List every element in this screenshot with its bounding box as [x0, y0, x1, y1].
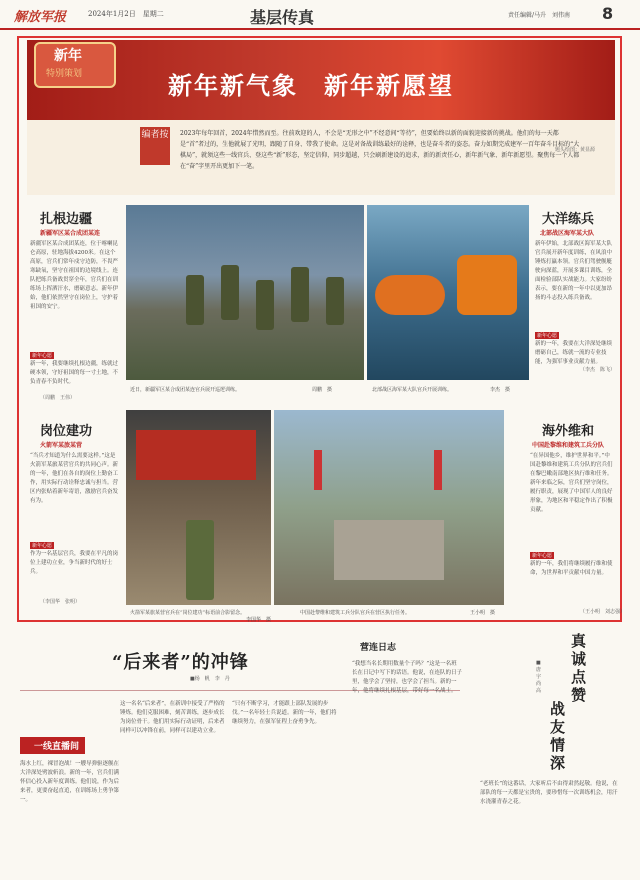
col1-wish: 新一年，我要继续扎根边疆，练就过硬本领，守好祖国的每一寸土地，不负青春不负时代。 [30, 361, 119, 385]
section-title: 基层传真 [250, 8, 315, 27]
company-log-tab: 营连日志 [360, 643, 397, 653]
vertical-title-2: 战友情深 [550, 700, 566, 772]
col3-body: “当兵才知道为什么需要这样。”这是火箭军某旅某营官兵的共同心声。新的一年，他们在各自的岗位上勤奋工作，用实际行动诠释忠诚与担当。营区内张贴着新年寄语，激励官兵奋发有为。 [30, 453, 119, 504]
page-number: 8 [602, 4, 614, 23]
editors: 责任编辑/马升 刘伟南 [508, 12, 571, 19]
lower-body-col2: 这一名名“后来者”，在新训中接受了严格的锤炼。他们克服困难，刻苦训练，逐步成长为岗位骨干。他们用实际行动证明，后来者同样可以冲锋在前，同样可以建功立业。 [120, 701, 225, 734]
lower-byline: ■杨 帆 李 丹 [190, 676, 230, 682]
col2-body: 新年伊始，北部战区海军某大队官兵展开新年度训练，在风浪中锤炼打赢本领。官兵们驾驶舰艇驶向深蓝，开展多课目训练，全面检验部队实战能力。大家纷纷表示，要在新的一年中以更加昂扬的斗志投入练兵备战。 [535, 241, 613, 301]
feature-intro: 2023年每年回首，2024年惜然而至。往前欢迎的人，不会是“无形之中”不经意间“等待”，但要始终以新的面貌迎接新的挑战。他们的每一天都是“首”者过的，生他就展了光明，跟随了自身、带我了使命。这是对备战训练最好的诠释，也是奋斗者的姿态。奋力如期完成建军一百年奋斗目标的“大棋局”，就须这些一线官兵、登这些“新”形态，坚定信仰，同步超越，只会刷新建设的追求，新的新责任心，新年新气象、新年新愿望。聚焦每一个人都在“奋”字里开出更加下一笔。 [180, 130, 580, 170]
photo4-caption: 中国赴黎维和建筑工兵分队官兵在营区执行任务。 [300, 610, 411, 616]
col1-wish-badge: 新年心愿 [32, 353, 53, 359]
col2-headline: 大洋练兵 [542, 212, 595, 227]
border-patrol-photo [126, 205, 364, 380]
lower-headline: “后来者”的冲锋 [112, 652, 249, 673]
col4-wish: 新的一年，我们将继续履行维和使命，为世界和平贡献中国力量。 [530, 561, 613, 576]
vertical-byline: ■唐宇 尚高 [536, 660, 547, 694]
col1-credit: （周鹏 王伟） [40, 395, 76, 401]
col2-wish: 新的一年，我要在大洋深处继续磨砺自己，练就一流的专业技能，为强军事业贡献力量。 [535, 341, 613, 365]
col2-credit: （李杰 陈飞） [580, 367, 616, 373]
col4-headline: 海外维和 [542, 424, 595, 439]
feature-title: 新年新气象 新年新愿望 [168, 71, 454, 100]
col2-unit: 北部战区海军某大队 [540, 230, 595, 237]
rocket-force-photo [126, 410, 271, 605]
col4-body: “在异国他乡，维护世界和平。”中国赴黎维和建筑工兵分队的官兵们在黎巴嫩南部地区执行维和任务。新年来临之际，官兵们坚守岗位，履行职责，展现了中国军人的良好形象，为地区和平稳定作出了积极贡献。 [530, 453, 613, 513]
lower-body-col4: “我想当名长期用数量个子吗？”这是一名班长在日记中写下的话语。他说，在连队的日子里，他学会了坚持，也学会了担当。新的一年，他将继续扎根基层，带好每一名战士。 [352, 661, 463, 694]
editor-note-seal: 编者按 [140, 127, 170, 165]
photo4-credit: 王小明 摄 [470, 610, 496, 616]
lower-body-col5: “老班长”的这番话，大家听后不由得肃然起敬。他说，在部队的每一天都是宝贵的，要珍惜每一次训练机会，用汗水浇灌青春之花。 [480, 781, 618, 805]
col1-unit: 新疆军区某合成团某连 [40, 230, 101, 237]
vertical-title-1: 真诚点赞 [571, 632, 587, 704]
navy-training-photo [367, 205, 529, 380]
col3-unit: 火箭军某旅某营 [40, 442, 83, 449]
peacekeeping-photo [274, 410, 504, 605]
newspaper-logo: 解放军报 [14, 10, 67, 25]
col3-credit: （李国华 张明） [40, 599, 81, 605]
illustration-credit: 题头绘图：黄显源 [555, 147, 596, 153]
col3-wish-badge: 新年心愿 [32, 543, 53, 549]
fan-text-sub: 特别策划 [46, 69, 83, 79]
issue-date: 2024年1月2日 星期二 [88, 10, 164, 18]
col4-credit: （王小明 刘志强） [580, 609, 626, 615]
col1-body: 新疆军区某合成团某连，位于喀喇昆仑高原，驻地海拔4200米。在这个高原，官兵们常年戍守边防，不畏严寒缺氧，坚守在祖国的边境线上。连队把练兵备战贯穿全年，官兵们在训练场上挥洒汗水，磨砺意志。新年伊始，他们依然坚守在岗位上，守护着祖国的安宁。 [30, 241, 119, 310]
live-room-tab: 一线直播间 [20, 737, 85, 754]
col4-wish-badge: 新年心愿 [532, 553, 553, 559]
photo3-caption: 火箭军某旅某营官兵在“岗位建功”标语前合影留念。 [130, 610, 246, 616]
col2-wish-badge: 新年心愿 [537, 333, 558, 339]
col3-wish: 作为一名基层官兵，我要在平凡的岗位上建功立业，争当新时代的好士兵。 [30, 551, 119, 575]
lower-body-col1: 海水上红，裸冒泡战！一艘导弹驱逐舰在大洋深处劈波斩浪。新的一年，官兵们满怀信心投入新年度训练。他们说，作为后来者，更要奋起直追，在训练场上勇争第一。 [20, 761, 120, 803]
photo1-credit: 周鹏 摄 [312, 387, 333, 393]
photo2-caption: 北部战区海军某大队官兵开展训练。 [372, 387, 453, 393]
photo2-credit: 李杰 摄 [490, 387, 511, 393]
photo3-credit: 李国华 摄 [246, 617, 272, 623]
fan-text-main: 新年 [54, 48, 82, 64]
photo1-caption: 近日，新疆军区某合成团某连官兵展开巡逻训练。 [130, 387, 241, 393]
lower-body-col3: “只有不断学习，才能跟上部队发展的步伐。”一名年轻士兵说道。新的一年，他们将继续努力，在强军征程上奋勇争先。 [232, 701, 337, 725]
col4-unit: 中国赴黎维和建筑工兵分队 [532, 442, 605, 449]
col1-headline: 扎根边疆 [40, 212, 93, 227]
col3-headline: 岗位建功 [40, 424, 93, 439]
